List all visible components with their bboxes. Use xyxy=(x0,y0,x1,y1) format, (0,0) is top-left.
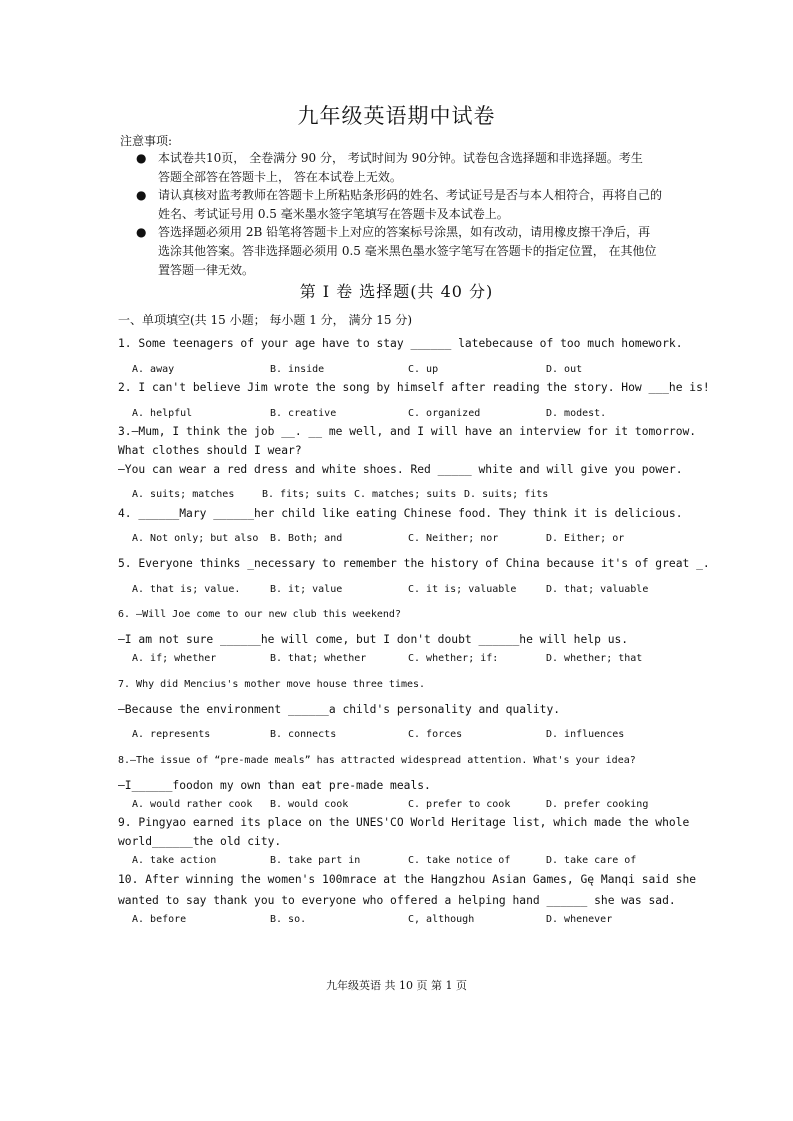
notice-line: 姓名、考试证号用 0.5 毫米墨水签字笔填写在答题卡及本试卷上。 xyxy=(158,207,509,221)
question-line: wanted to say thank you to everyone who offered a helping hand ______ she was sad. xyxy=(118,894,676,907)
option-b: B. Both; and xyxy=(270,533,343,544)
option-c: C. Neither; nor xyxy=(408,533,499,544)
option-d: D. suits; fits xyxy=(464,489,549,500)
notice-line: 答选择题必须用 2B 铅笔将答题卡上对应的答案标号涂黑，如有改动，请用橡皮擦干净后，再 xyxy=(158,225,651,239)
option-d: D. prefer cooking xyxy=(546,799,649,810)
notice-line: 请认真核对监考教师在答题卡上所粘贴条形码的姓名、考试证号是否与本人相符合，再将自己的 xyxy=(158,188,663,202)
option-a: A. represents xyxy=(132,729,211,740)
notice-label: 注意事项: xyxy=(120,134,173,148)
question-line: 7. Why did Mencius's mother move house three times. xyxy=(118,679,426,690)
notice-item xyxy=(136,223,676,280)
question-line: —I______foodon my own than eat pre-made meals. xyxy=(118,779,431,792)
bullet-icon: ● xyxy=(136,151,147,165)
question-line: world______the old city. xyxy=(118,835,282,848)
question-line: —Because the environment ______a child's personality and quality. xyxy=(118,703,561,716)
option-b: B. that; whether xyxy=(270,653,367,664)
notice-item xyxy=(136,186,676,224)
option-a: A. Not only; but also xyxy=(132,533,259,544)
option-d: D. modest. xyxy=(546,408,607,419)
option-b: B. take part in xyxy=(270,855,361,866)
option-b: B. would cook xyxy=(270,799,349,810)
question-line: 4. ______Mary ______her child like eating Chinese food. They think it is delicious. xyxy=(118,507,683,520)
option-c: C. matches; suits xyxy=(354,489,457,500)
question-line: 9. Pingyao earned its place on the UNES'CO World Heritage list, which made the whole xyxy=(118,816,690,829)
option-c: C, although xyxy=(408,914,475,925)
question-line: 10. After winning the women's 100mrace at the Hangzhou Asian Games, Gę Manqi said she xyxy=(118,873,697,886)
question-line: 5. Everyone thinks _necessary to remember the history of China because it's of great _. xyxy=(118,557,710,570)
option-a: A. before xyxy=(132,914,187,925)
option-a: A. away xyxy=(132,364,175,375)
option-a: A. that is; value. xyxy=(132,584,241,595)
part-title: 一、单项填空(共 15 小题； 每小题 1 分， 满分 15 分) xyxy=(118,313,413,327)
option-a: A. if; whether xyxy=(132,653,217,664)
option-d: D. take care of xyxy=(546,855,637,866)
question-line: 6. —Will Joe come to our new club this weekend? xyxy=(118,609,401,620)
notice-line: 答题全部答在答题卡上， 答在本试卷上无效。 xyxy=(158,170,402,184)
option-c: C. prefer to cook xyxy=(408,799,511,810)
option-b: B. so. xyxy=(270,914,307,925)
exam-title: 九年级英语期中试卷 xyxy=(297,104,496,128)
option-d: D. out xyxy=(546,364,583,375)
option-c: C. organized xyxy=(408,408,481,419)
notice-item xyxy=(136,149,676,187)
option-d: D. that; valuable xyxy=(546,584,649,595)
option-c: C. up xyxy=(408,364,439,375)
option-b: B. creative xyxy=(270,408,337,419)
bullet-icon: ● xyxy=(136,188,147,202)
question-line: —I am not sure ______he will come, but I don't doubt ______he will help us. xyxy=(118,633,629,646)
option-a: A. helpful xyxy=(132,408,193,419)
option-c: C. it is; valuable xyxy=(408,584,517,595)
notice-line: 本试卷共10页， 全卷满分 90 分， 考试时间为 90分钟。试卷包含选择题和非选择题。考生 xyxy=(158,151,643,165)
notice-line: 置答题一律无效。 xyxy=(158,263,255,277)
option-d: D. whenever xyxy=(546,914,613,925)
question-line: 8.—The issue of “pre-made meals” has attracted widespread attention. What's your idea? xyxy=(118,755,636,766)
option-b: B. connects xyxy=(270,729,337,740)
section-title: 第 I 卷 选择题(共 40 分) xyxy=(299,282,494,301)
option-c: C. take notice of xyxy=(408,855,511,866)
option-d: D. influences xyxy=(546,729,625,740)
option-a: A. would rather cook xyxy=(132,799,253,810)
question-line: 2. I can't believe Jim wrote the song by himself after reading the story. How ___he is! xyxy=(118,381,710,394)
option-a: A. suits; matches xyxy=(132,489,235,500)
option-d: D. whether; that xyxy=(546,653,643,664)
option-d: D. Either; or xyxy=(546,533,625,544)
option-a: A. take action xyxy=(132,855,217,866)
page-footer: 九年级英语 共 10 页 第 1 页 xyxy=(326,979,467,992)
option-c: C. whether; if: xyxy=(408,653,499,664)
question-line: 1. Some teenagers of your age have to stay ______ latebecause of too much homework. xyxy=(118,337,683,350)
question-line: What clothes should I wear? xyxy=(118,444,302,457)
notice-line: 选涂其他答案。答非选择题必须用 0.5 毫米黑色墨水签字笔写在答题卡的指定位置， 在其他位 xyxy=(158,244,657,258)
bullet-icon: ● xyxy=(136,225,147,239)
option-b: B. it; value xyxy=(270,584,343,595)
option-b: B. inside xyxy=(270,364,325,375)
question-line: 3.—Mum, I think the job __. __ me well, and I will have an interview for it tomorrow. xyxy=(118,425,697,438)
question-line: —You can wear a red dress and white shoes. Red _____ white and will give you power. xyxy=(118,463,683,476)
option-b: B. fits; suits xyxy=(262,489,347,500)
option-c: C. forces xyxy=(408,729,463,740)
